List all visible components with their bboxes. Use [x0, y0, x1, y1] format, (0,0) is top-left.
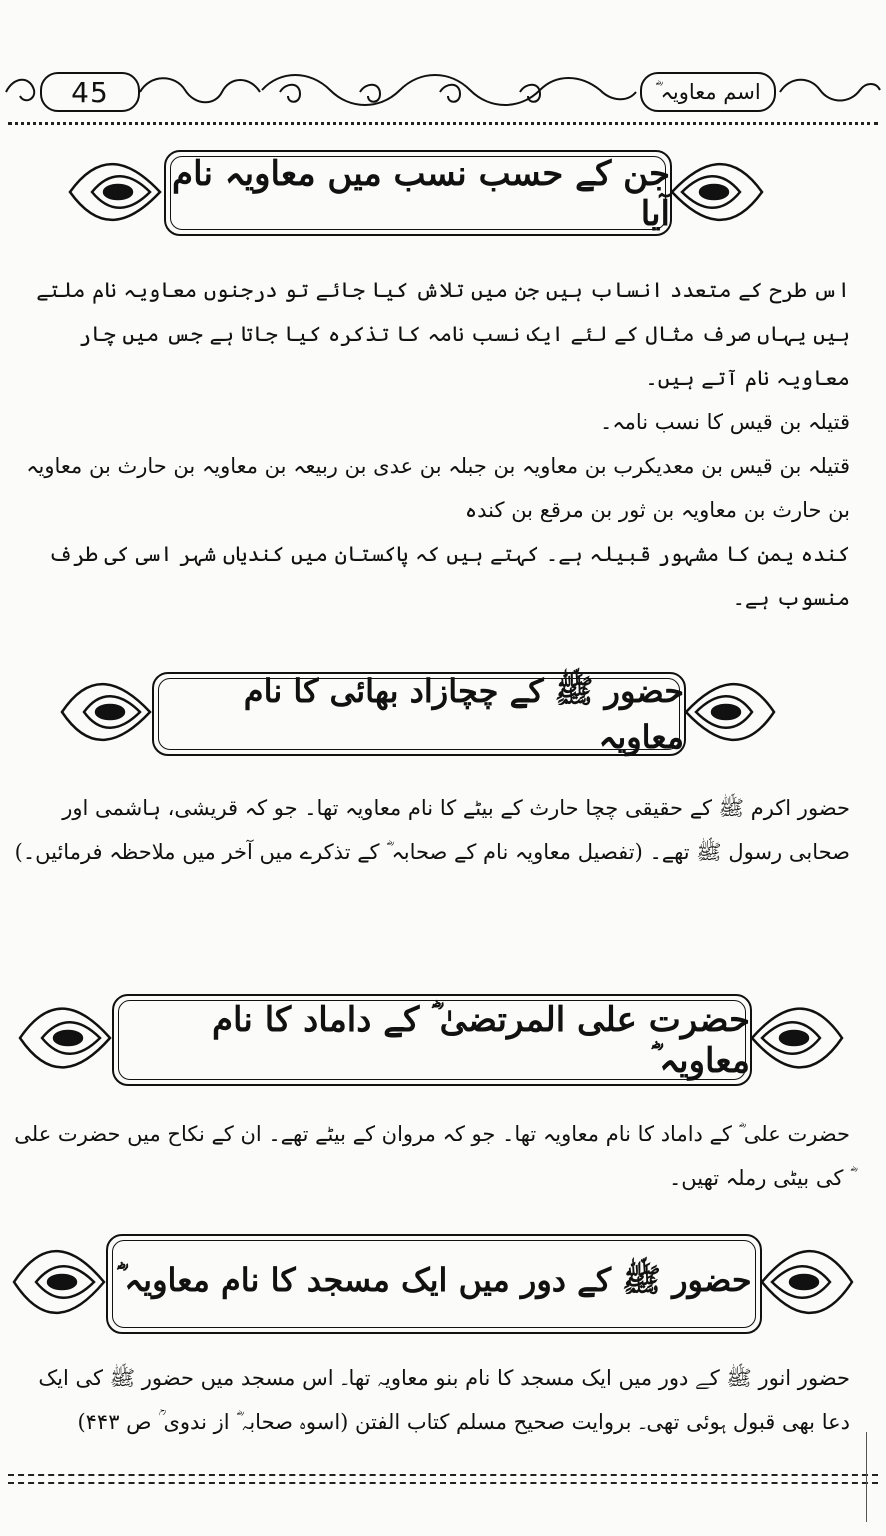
page-number: 45 — [40, 72, 140, 112]
header-divider — [8, 122, 878, 125]
paragraph: قتیلہ بن قیس بن معدیکرب بن معاویہ بن جبلہ بن عدی بن ربیعہ بن معاویہ بن حارث بن معاویہ بن حارث بن معاویہ بن ثور بن مرقع بن کندہ — [26, 454, 850, 522]
section-heading-text: حضور ﷺ کے چچازاد بھائی کا نام معاویہ — [243, 672, 684, 756]
paragraph: حضور انور ﷺ کے دور میں ایک مسجد کا نام بنو معاویہ تھا۔ اس مسجد میں حضور ﷺ کی ایک دعا بھی قبول ہوئی تھی۔ بروایت صحیح مسلم کتاب الفتن (اسوہ صحابہ ؓ از ندوی ؒ ص ۴۴۳) — [38, 1366, 850, 1434]
paragraph: حضرت علی ؓ کے داماد کا نام معاویہ تھا۔ جو کہ مروان کے بیٹے تھے۔ ان کے نکاح میں حضرت علی ؓ کی بیٹی رملہ تھیں۔ — [14, 1122, 850, 1190]
section-heading-2 — [0, 660, 886, 764]
section-heading-box — [106, 1234, 762, 1334]
section-heading-box — [152, 672, 686, 756]
footer-divider — [8, 1474, 878, 1484]
paragraph: اس طرح کے متعدد انساب ہیں جن میں تلاش کیا جائے تو درجنوں معاویہ نام ملتے ہیں یہاں صرف مثال کے لئے ایک نسب نامہ کا تذکرہ کیا جاتا ہے جس میں چار معاویہ نام آتے ہیں۔ — [36, 278, 850, 390]
section-heading-text: حضرت علی المرتضیٰ ؓ کے داماد کا نام معاویہ ؓ — [211, 1000, 750, 1081]
section-heading-box — [112, 994, 752, 1086]
section-heading-4 — [0, 1222, 886, 1342]
paragraph: کندہ یمن کا مشہور قبیلہ ہے۔ کہتے ہیں کہ پاکستان میں کندیاں شہر اسی کی طرف منسوب ہے۔ — [48, 542, 850, 610]
running-title: اسم معاویہ ؓ — [640, 72, 776, 112]
paragraph: قتیلہ بن قیس کا نسب نامہ۔ — [599, 410, 850, 434]
paragraph: حضور اکرم ﷺ کے حقیقی چچا حارث کے بیٹے کا نام معاویہ تھا۔ جو کہ قریشی، ہاشمی اور صحابی رسول ﷺ تھے۔ (تفصیل معاویہ نام کے صحابہ ؓ کے تذکرے میں آخر میں ملاحظہ فرمائیں۔) — [14, 796, 850, 864]
scan-margin-mark — [866, 1432, 867, 1522]
section-heading-text: جن کے حسب نسب میں معاویہ نام آیا — [172, 153, 670, 234]
section-heading-3 — [0, 982, 886, 1094]
section-heading-text: حضور ﷺ کے دور میں ایک مسجد کا نام معاویہ ؓ — [116, 1261, 752, 1299]
section-heading-box — [164, 150, 672, 236]
section-heading-1 — [0, 140, 886, 244]
